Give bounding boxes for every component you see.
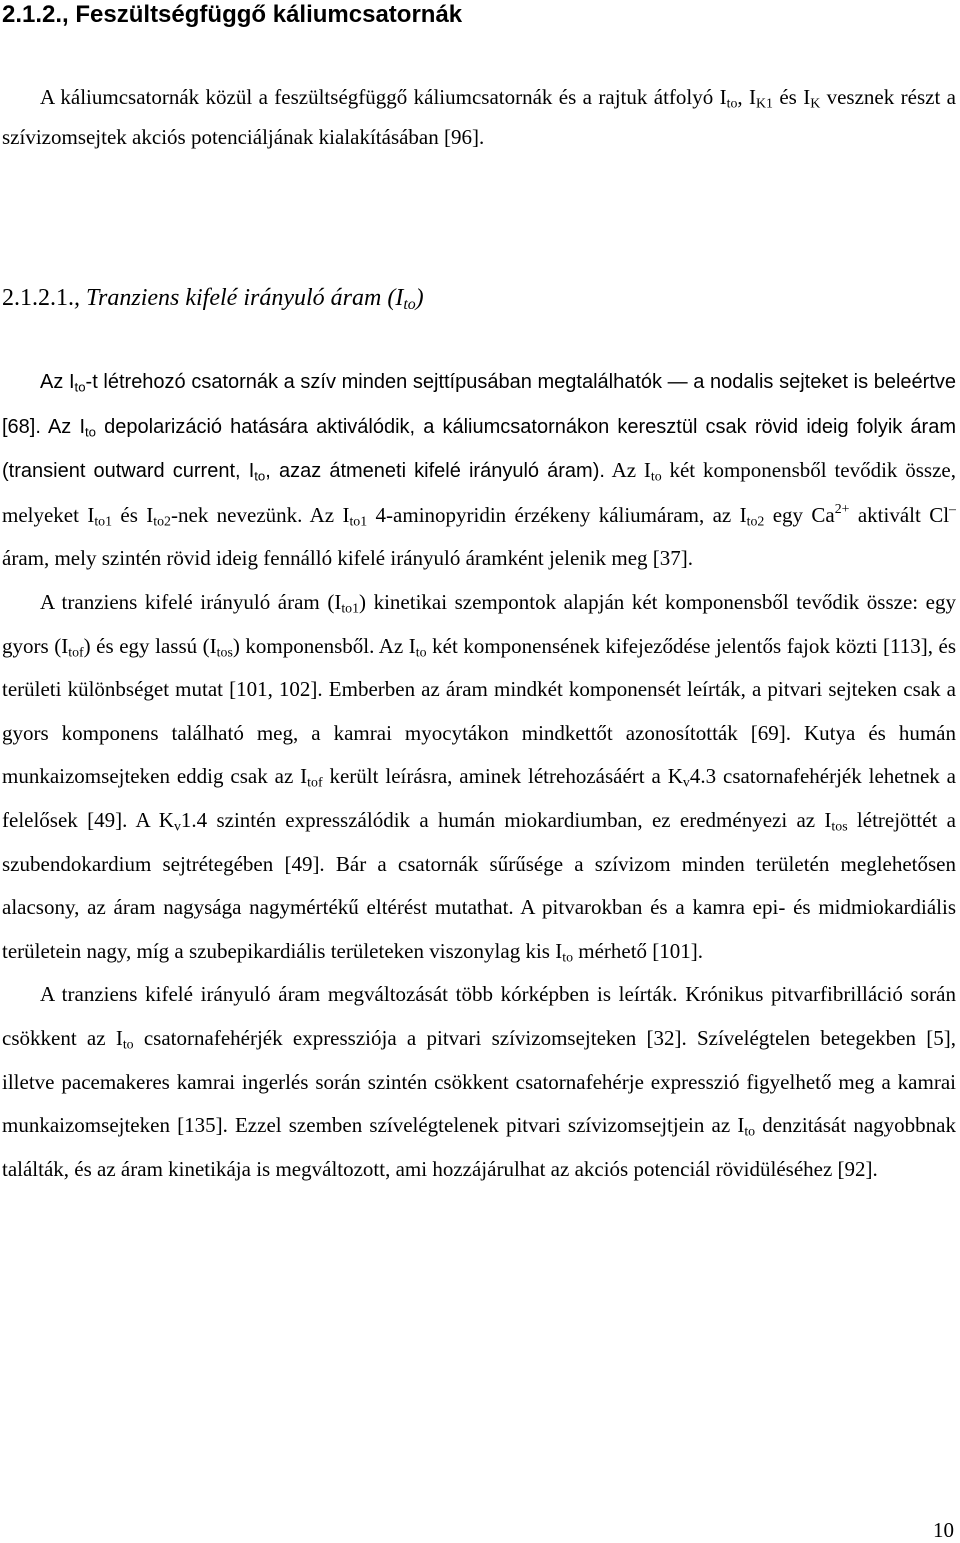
paragraph-2: A tranziens kifelé irányuló áram $(I_{to1})$ kinetikai szempontok alapján két komponensből tevődik össze: egy gyors $(I_{tof})$ és egy lassú $(I_{tos})$ komponensből. Az $I_{to}$ két komponensének kifejeződése jelentős fajok közti [113], és területi különbséget mutat [101, 102]. Emberben az áram mindkét komponensét leírták, a pitvari sejteken csak a gyors komponens található meg, a kamrai myocytákon mindkettőt azonosították [69]. Kutya és humán munkaizomsejteken eddig csak az $I_{tof}$ került leírásra, aminek létrehozásáért a $K_v4.3$ csatornafehérjék lehetnek a felelősek [49]. A $K_v1.4$ szintén expresszálódik a humán miokardiumban, ez eredményezi az $I_{tos}$ létrejöttét a szubendokardium sejtrétegében [49]. Bár a csatornák sűrűsége a szívizom minden területén meglehetősen alacsony, az áram nagysága nagymértékű eltérést mutathat. A pitvarokban és a kamra epi- és midmiokardiális területein nagy, míg a szubepikardiális területeken viszonylag kis $I_{to}$ mérhető [101]. [2,589,957,965]
section-heading: 2.1.2., Feszültségfüggő káliumcsatornák [2,1,463,28]
paragraph-3: A tranziens kifelé irányuló áram megváltozását több kórképben is leírták. Krónikus pitvarfibrilláció során csökkent az $I_{to}$ csatornafehérjék expressziója a pitvari szívizomsejteken [32]. Szívelégtelen betegekben [5], illetve pacemakeres kamrai ingerlés során szintén csökkent csatornafehérje expresszió figyelhető meg a kamrai munkaizomsejteken [135]. Ezzel szemben szívelégtelenek pitvari szívizomsejtjein az $I_{to}$ denzitását nagyobbnak találták, és az áram kinetikája is megváltozott, ami hozzájárulhat az akciós potenciál rövidüléséhez [92]. [2,982,956,1181]
body-text: Az $I_{to}-t$ létrehozó csatornák a szív minden sejttípusában megtalálhatók — a nodalis sejteket is beleértve [68]. Az $I_{to}$ depolarizáció hatására aktiválódik, a káliumcsatornákon keresztül csak rövid ideig folyik áram (transient outward current, $I_{to}$, azaz átmeneti kifelé irányuló áram). Az $I_{to}$ két komponensből tevődik össze, melyeket $I_{to1}$ és $I_{to2}$-nek nevezünk. Az $I_{to1}$ 4-aminopyridin érzékeny káliumáram, az $I_{to2}$ egy $Ca^{2+}$ aktivált Cl– áram, mely szintén rövid ideig fennálló kifelé irányuló áramként jelenik meg [37]. A tranziens kifelé irányuló áram $(I_{to1})$ kinetikai szempontok alapján két komponensből tevődik össze: egy gyors $(I_{tof})$ és egy lassú $(I_{tos})$ komponensből. Az $I_{to}$ két komponensének kifejeződése jelentős fajok közti [113], és területi különbséget mutat [101, 102]. Emberben az áram mindkét komponensét leírták, a pitvari sejteken csak a gyors komponens található meg, a kamrai myocytákon mindkettőt azonosították [69]. Kutya és humán munkaizomsejteken eddig csak az $I_{tof}$ került leírásra, aminek létrehozásáért a $K_v4.3$ csatornafehérjék lehetnek a felelősek [49]. A $K_v1.4$ szintén expresszálódik a humán miokardiumban, ez eredményezi az $I_{tos}$ létrejöttét a szubendokardium sejtrétegében [49]. Bár a csatornák sűrűsége a szívizom minden területén meglehetősen alacsony, az áram nagysága nagymértékű eltérést mutathat. A pitvarokban és a kamra epi- és midmiokardiális területein nagy, míg a szubepikardiális területeken viszonylag kis $I_{to}$ mérhető [101]. A tranziens kifelé irányuló áram megváltozását több kórképben is leírták. Krónikus pitvarfibrilláció során csökkent az $I_{to}$ csatornafehérjék expressziója a pitvari szívizomsejteken [32]. Szívelégtelen betegekben [5], illetve pacemakeres kamrai ingerlés során szintén csökkent csatornafehérje expresszió figyelhető meg a kamrai munkaizomsejteken [135]. Ezzel szemben szívelégtelenek pitvari szívizomsejtjein az $I_{to}$ denzitását nagyobbnak találták, és az áram kinetikája is megváltozott, ami hozzájárulhat az akciós potenciál rövidüléséhez [92]. [2,371,957,1181]
intro-paragraph: A káliumcsatornák közül a feszültségfüggő káliumcsatornák és a rajtuk átfolyó $I_{to}$, $I_{K1}$ és $I_K$ vesznek részt a szívizomsejtek akciós potenciáljának kialakításában [96]. [2,85,956,149]
subsection-heading: 2.1.2.1., Tranziens kifelé irányuló áram $(I_{to})$ [2,285,424,313]
paragraph-1: Az $I_{to}-t$ létrehozó csatornák a szív minden sejttípusában megtalálhatók — a nodalis sejteket is beleértve [68]. Az $I_{to}$ depolarizáció hatására aktiválódik, a káliumcsatornákon keresztül csak rövid ideig folyik áram (transient outward current, $I_{to}$, azaz átmeneti kifelé irányuló áram). [2,371,957,484]
page-number: 10 [933,1518,954,1542]
